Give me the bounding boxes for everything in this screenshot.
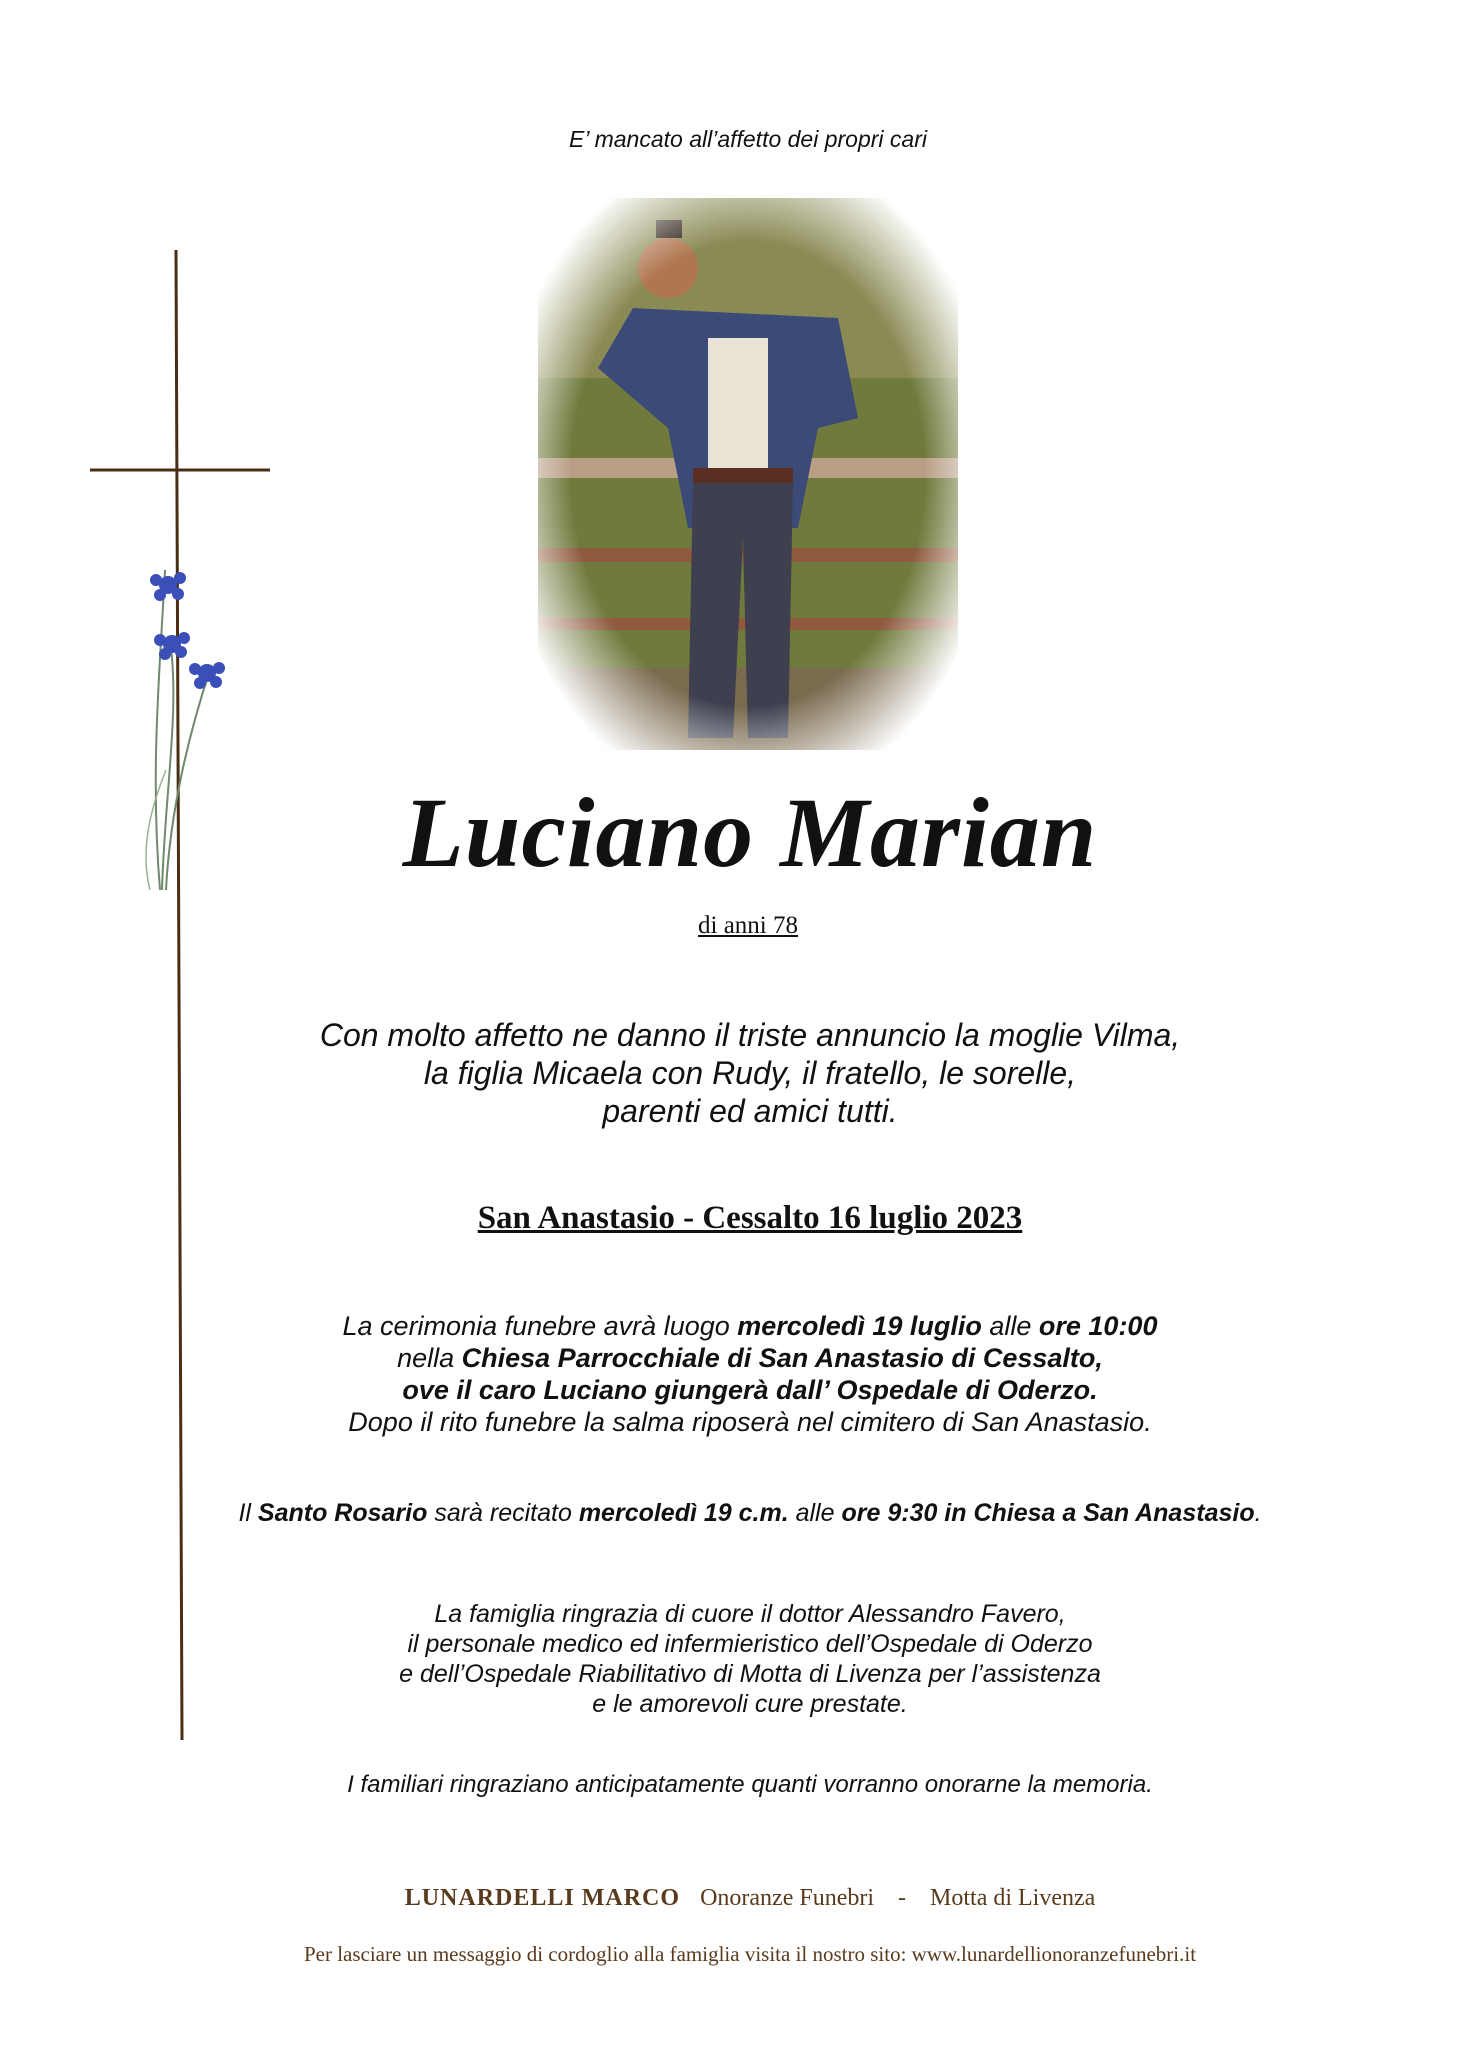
condolence-message: Per lasciare un messaggio di cordoglio alla famiglia visita il nostro sito: www.lunardellionoranzefunebri.it <box>303 1942 1197 1966</box>
thanks-line-4: e le amorevoli cure prestate. <box>592 1690 908 1718</box>
announcement-line-2: la figlia Micaela con Rudy, il fratello, le sorelle, <box>423 1055 1077 1091</box>
cornflower-icon <box>146 570 225 890</box>
announcement-line-1: Con molto affetto ne danno il triste annuncio la moglie Vilma, <box>319 1017 1181 1053</box>
place-date: San Anastasio - Cessalto 16 luglio 2023 <box>477 1200 1023 1236</box>
ceremony-line-3: ove il caro Luciano giungerà dall’ Ospedale di Oderzo. <box>402 1375 1098 1405</box>
portrait-photo-icon <box>538 198 958 750</box>
rosario-text: Il Santo Rosario sarà recitato mercoledì 19 c.m. alle ore 9:30 in Chiesa a San Anastasio. <box>238 1499 1262 1527</box>
footer-separator: - <box>898 1885 907 1911</box>
thanks-line-3: e dell’Ospedale Riabilitativo di Motta di Livenza per l’assistenza <box>399 1660 1101 1688</box>
intro-text: E’ mancato all’affetto dei propri cari <box>569 126 927 152</box>
deceased-name: Luciano Marian <box>402 777 1098 888</box>
age-text: di anni 78 <box>698 912 798 939</box>
final-thanks: I familiari ringraziano anticipatamente quanti vorranno onorarne la memoria. <box>347 1771 1153 1798</box>
ceremony-line-2: nella Chiesa Parrocchiale di San Anastasio di Cessalto, <box>397 1343 1103 1373</box>
town-name: Motta di Livenza <box>930 1885 1096 1911</box>
funeral-home-footer <box>250 1885 1250 1912</box>
announcement-line-3: parenti ed amici tutti. <box>602 1093 898 1129</box>
ceremony-line-1: La cerimonia funebre avrà luogo mercoledì 19 luglio alle ore 10:00 <box>342 1311 1158 1341</box>
thanks-line-1: La famiglia ringrazia di cuore il dottor Alessandro Favero, <box>434 1600 1066 1628</box>
thanks-line-2: il personale medico ed infermieristico dell’Ospedale di Oderzo <box>407 1630 1093 1658</box>
firm-name: LUNARDELLI MARCO <box>404 1885 681 1911</box>
ceremony-line-4: Dopo il rito funebre la salma riposerà nel cimitero di San Anastasio. <box>348 1407 1152 1437</box>
service-name: Onoranze Funebri <box>700 1885 875 1911</box>
